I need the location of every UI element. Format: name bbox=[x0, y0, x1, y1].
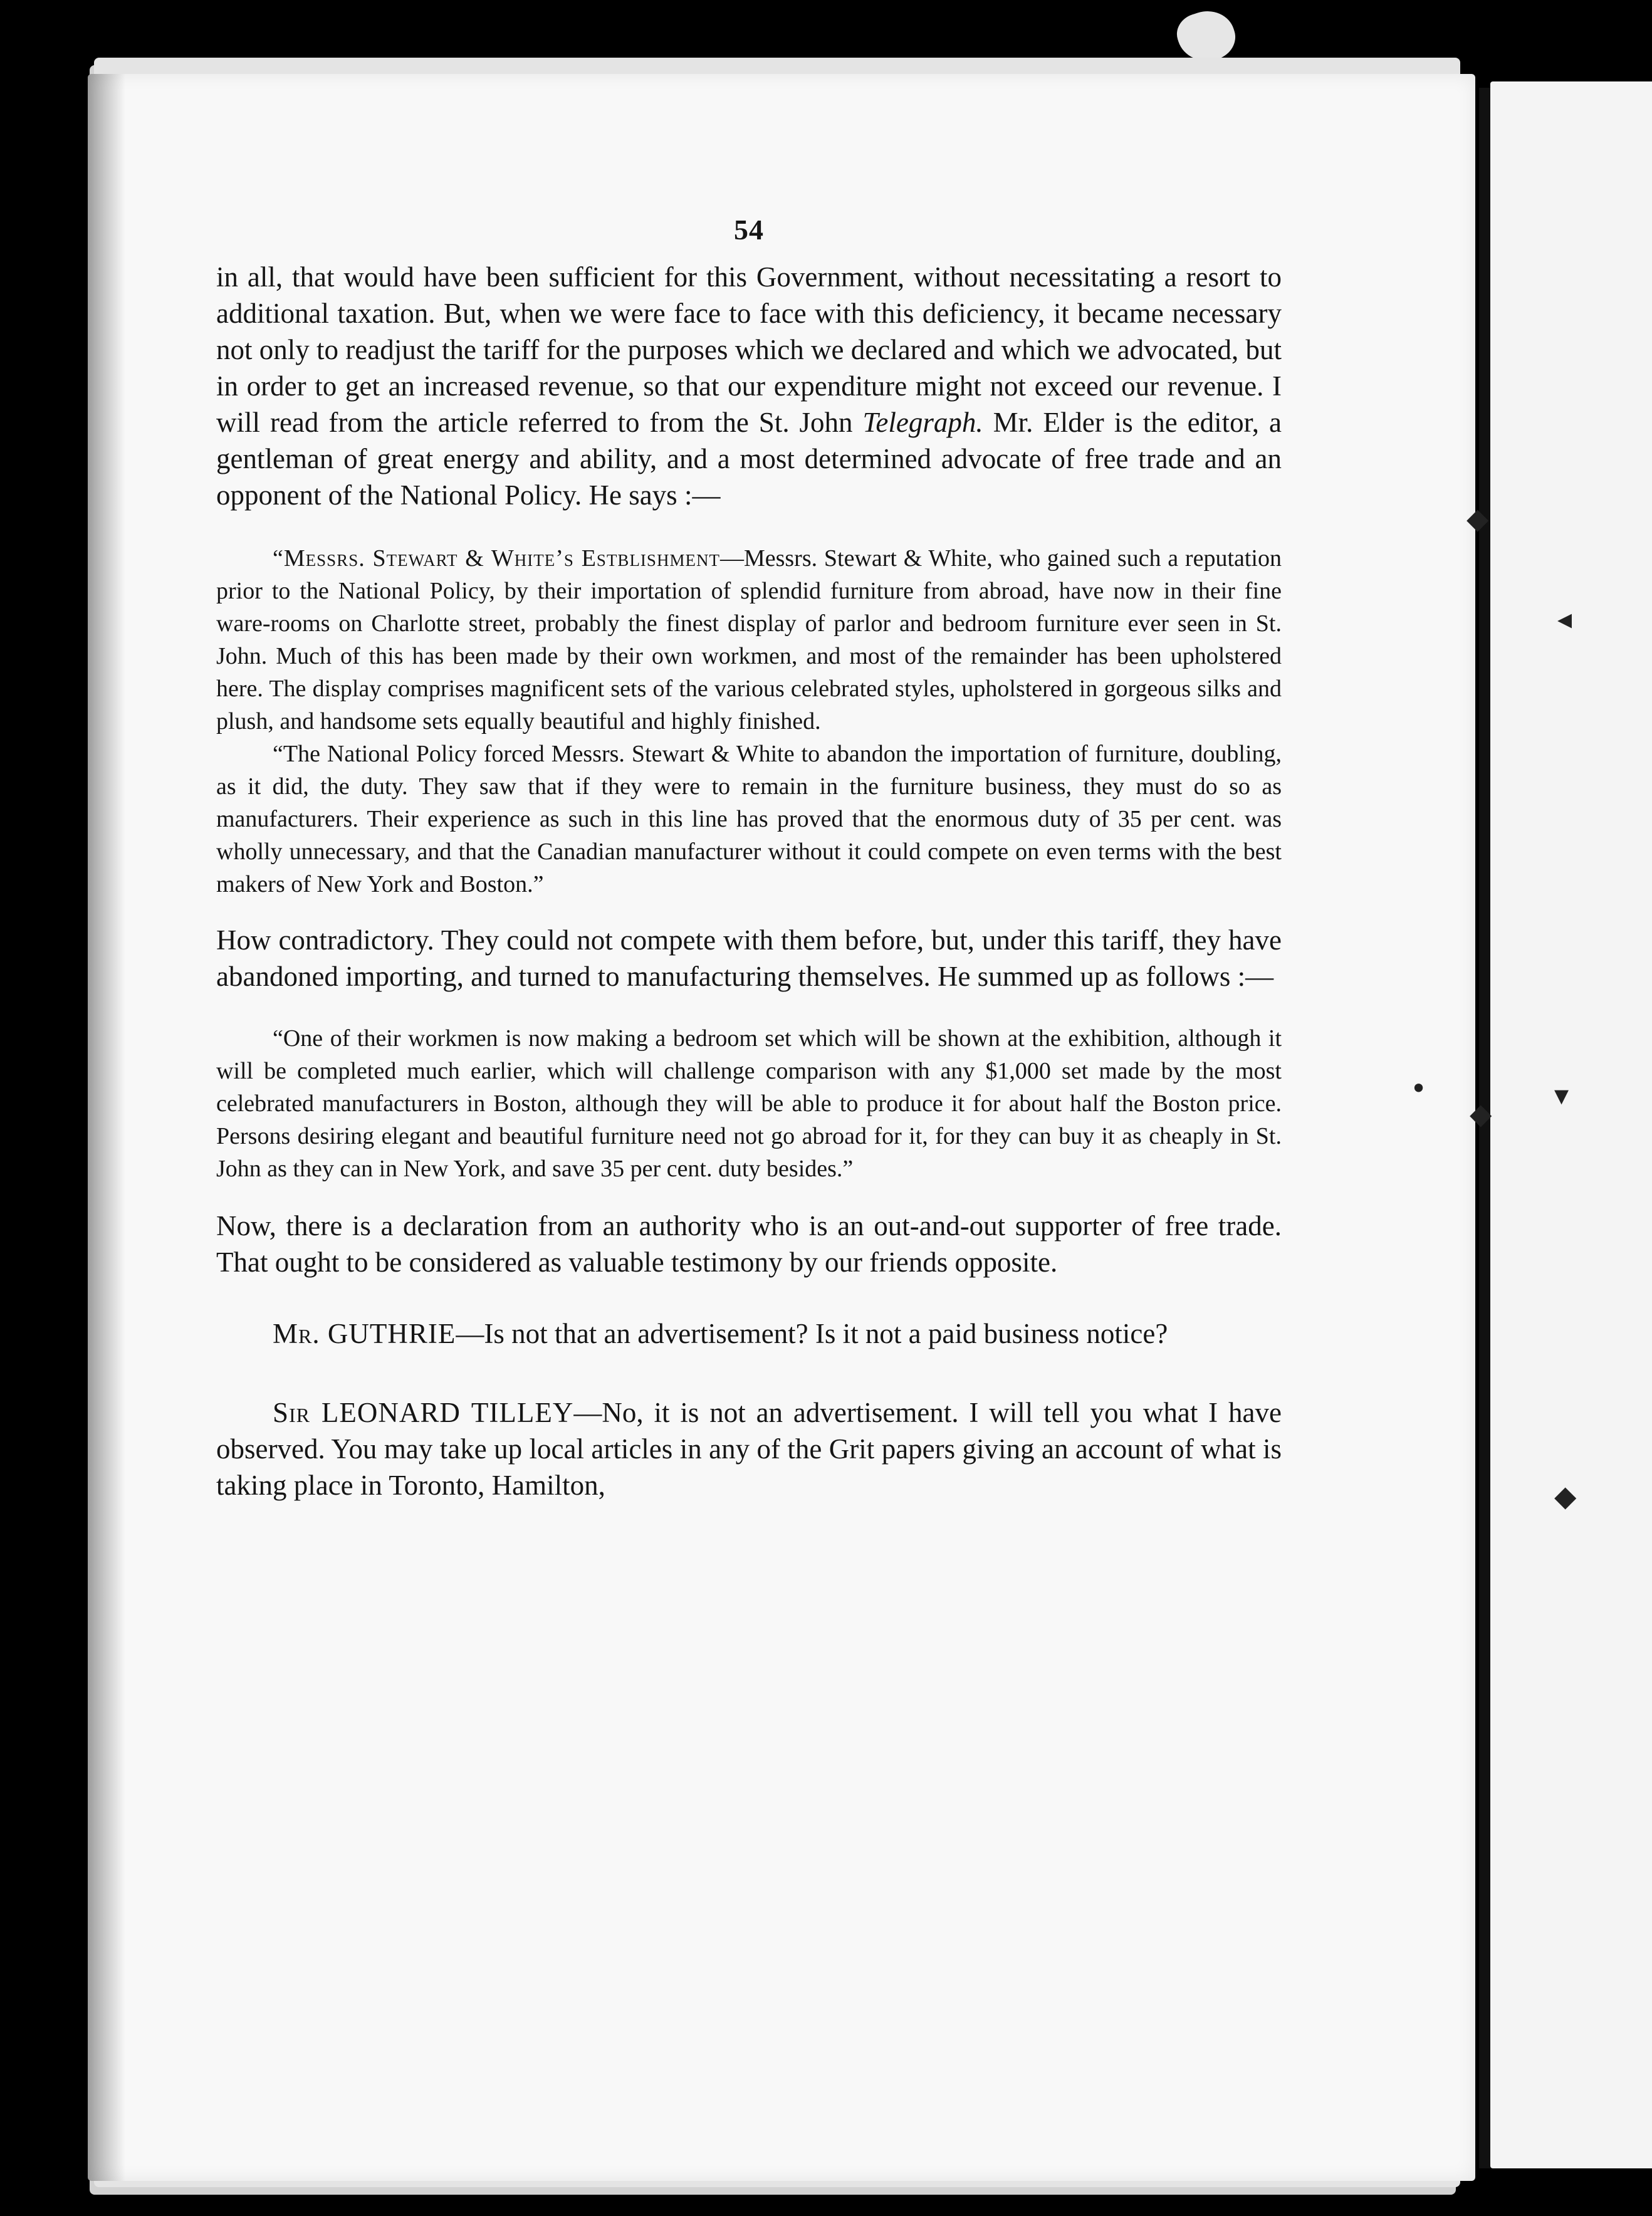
binding-mark-icon: ◆ bbox=[1554, 1479, 1577, 1513]
speaker-name: Mr. GUTHRIE bbox=[273, 1318, 456, 1349]
quote-paragraph: “The National Policy forced Messrs. Stewart & White to abandon the importation of furniture, doubling, as it did, the duty. They saw that if they were to remain in the furniture business, they must do so as manufacturers. Their experience as such in this line has proved that the enormous duty of 35 per cent. was wholly unnecessary, and that the Canadian manufacturer without it could compete on even terms with the best makers of New York and Boston.” bbox=[216, 741, 1282, 897]
facing-page-edge bbox=[1490, 81, 1652, 2168]
binding-mark-icon: ◂ bbox=[1557, 602, 1572, 635]
intro-paragraph bbox=[216, 259, 1282, 513]
quote-heading: “Messrs. Stewart & White’s Estblishment bbox=[273, 545, 720, 572]
body-paragraph: Now, there is a declaration from an authority who is an out-and-out supporter of free trade. That ought to be considered as valuable testimony by our friends opposite. bbox=[216, 1210, 1282, 1278]
newspaper-title: Telegraph. bbox=[862, 407, 983, 438]
speech-paragraph bbox=[216, 1394, 1282, 1503]
speech-text: —No, it is not an advertisement. I will tell you what I have observed. You may take up local articles in any of the Grit papers giving an account of what is taking place in Toronto, Hamilton, bbox=[216, 1397, 1282, 1501]
page-text bbox=[216, 213, 1282, 1503]
speech-paragraph bbox=[216, 1315, 1282, 1352]
quote-paragraph bbox=[216, 542, 1282, 738]
speech-text: —Is not that an advertisement? Is it not a paid business notice? bbox=[456, 1318, 1168, 1349]
body-paragraph: How contradictory. They could not compete with them before, but, under this tariff, they have abandoned importing, and turned to manufacturing themselves. He summed up as follows :— bbox=[216, 924, 1282, 992]
binding-mark-icon: ◆ bbox=[1466, 501, 1489, 535]
binding-mark-icon: ▾ bbox=[1554, 1078, 1569, 1112]
quote-paragraph: “One of their workmen is now making a bedroom set which will be shown at the exhibition, although it will be completed much earlier, which will challenge comparison with any $1,000 set made by the most celebrated manufacturers in Boston, although they will be able to produce it for about half the Boston price. Persons desiring elegant and beautiful furniture need not go abroad for it, for they can buy it as cheaply in St. John as they can in New York, and save 35 per cent. duty besides.” bbox=[216, 1025, 1282, 1182]
binding-mark-icon: ◆ bbox=[1470, 1097, 1492, 1131]
intro-text: in all, that would have been sufficient for this Government, without necessitating a resort to additional taxation. But, when we were face to face with this deficiency, it became necessary not only to readjust the tariff for the purposes which we declared and which we advocated, but in order to get an increased revenue, so that our expenditure might not exceed our revenue. I will read from the article referred to from the St. John bbox=[216, 261, 1282, 438]
intro-text-continued: Mr. Elder is the editor, a gentleman of great energy and ability, and a most determined advocate of free trade and an opponent of the National Policy. He says :— bbox=[216, 407, 1282, 511]
binding-mark-icon: • bbox=[1410, 1072, 1428, 1105]
quote-text: —Messrs. Stewart & White, who gained such a reputation prior to the National Policy, by their importation of splendid furniture from abroad, have now in their fine ware-rooms on Charlotte street, probably the finest display of parlor and bedroom furniture ever seen in St. John. Much of this has been made by their own workmen, and most of the remainder has been upholstered here. The display comprises magnificent sets of the various celebrated styles, upholstered in gorgeous silks and plush, and handsome sets equally beautiful and highly finished. bbox=[216, 545, 1282, 734]
speaker-name: Sir LEONARD TILLEY bbox=[273, 1397, 574, 1428]
page-shadow bbox=[88, 74, 125, 2181]
page-number: 54 bbox=[734, 214, 764, 246]
